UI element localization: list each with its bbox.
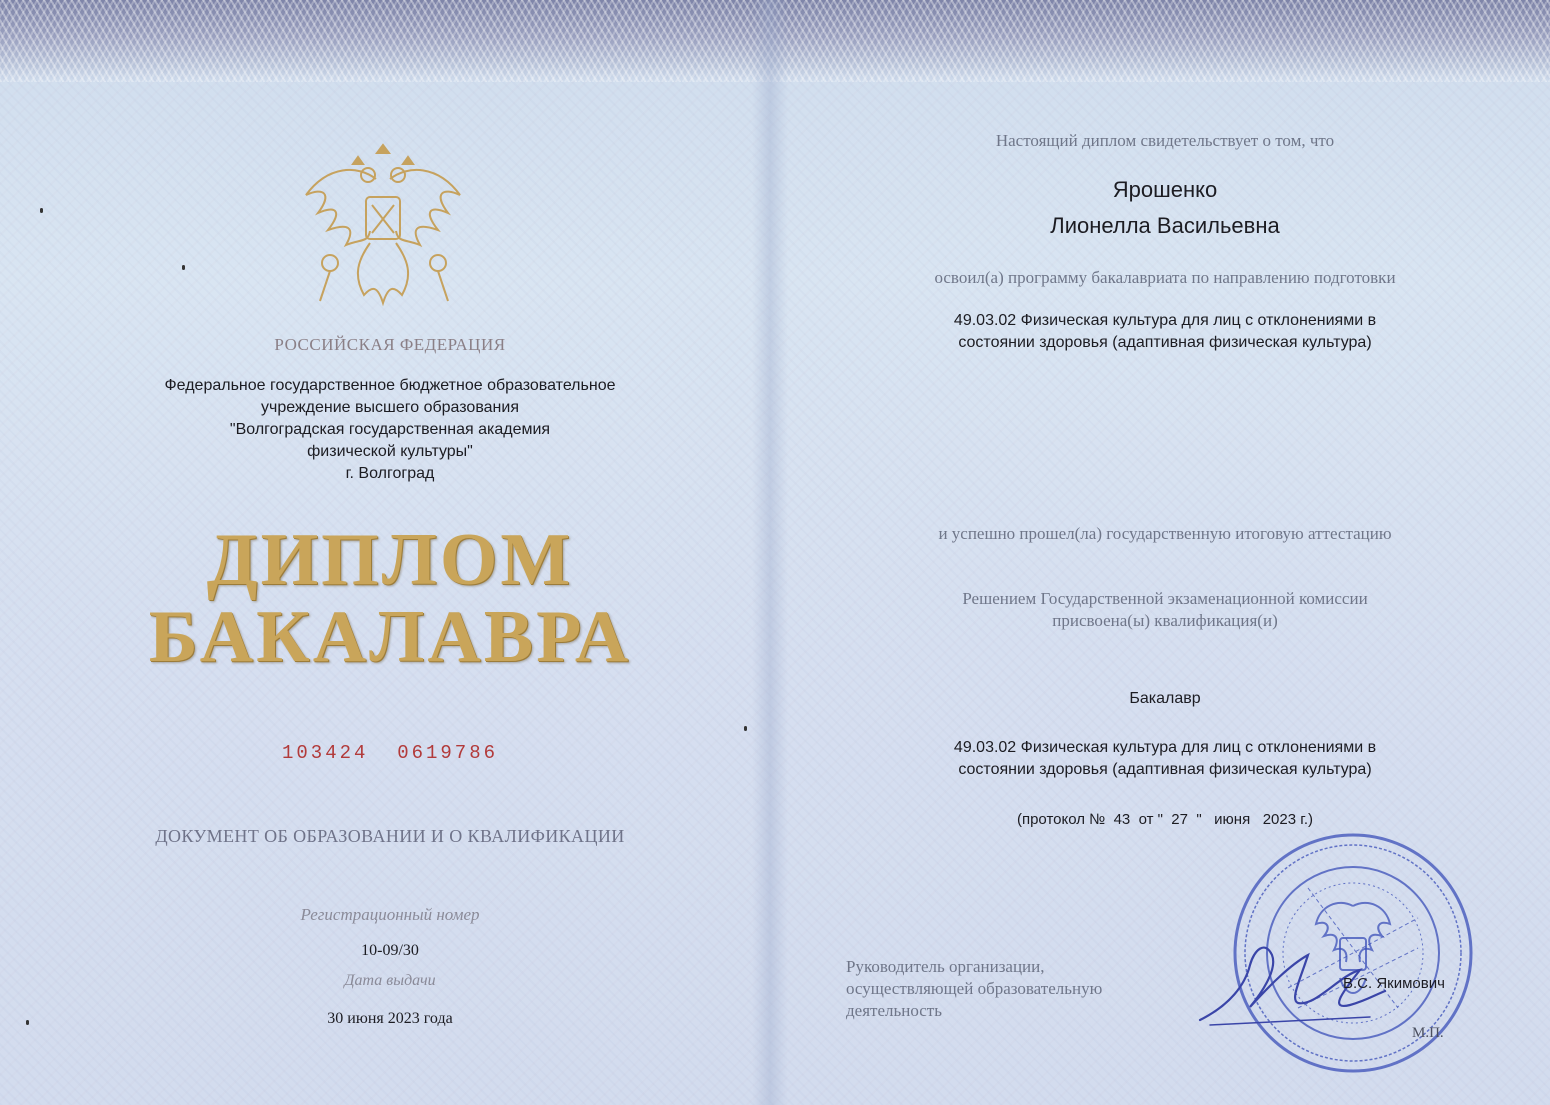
institution-name (110, 375, 670, 485)
speck (40, 208, 43, 213)
passed-attestation-text: и успешно прошел(ла) государственную итоговую аттестацию (938, 524, 1392, 543)
diploma-title-line1: ДИПЛОМ (206, 519, 574, 601)
graduate-given-names: Лионелла Васильевна (1050, 213, 1280, 238)
decision-line: Решением Государственной экзаменационной комиссии (962, 589, 1368, 608)
qualification-program-line: состоянии здоровья (адаптивная физическая культура) (958, 761, 1372, 778)
institution-line: Федеральное государственное бюджетное образовательное (164, 377, 616, 394)
head-of-organization-label (846, 956, 1102, 1022)
speck (744, 726, 747, 731)
head-line: деятельность (846, 1001, 942, 1020)
registration-number: 10-09/30 (361, 942, 419, 959)
signatory-name: В.С. Якимович (1343, 975, 1445, 992)
institution-line: учреждение высшего образования (261, 399, 519, 416)
document-type: ДОКУМЕНТ ОБ ОБРАЗОВАНИИ И О КВАЛИФИКАЦИИ (155, 826, 625, 846)
qualification-title: Бакалавр (1129, 690, 1201, 707)
country-name: РОССИЙСКАЯ ФЕДЕРАЦИЯ (274, 335, 506, 354)
decision-line: присвоена(ы) квалификация(и) (1052, 611, 1278, 630)
program-line: 49.03.02 Физическая культура для лиц с отклонениями в (953, 312, 1377, 329)
diploma-title-line2: БАКАЛАВРА (148, 596, 632, 678)
institution-line: физической культуры" (307, 443, 473, 460)
speck (182, 265, 185, 270)
institution-city: г. Волгоград (345, 465, 435, 482)
head-line: Руководитель организации, (846, 957, 1045, 976)
head-line: осуществляющей образовательную (846, 979, 1103, 998)
certify-intro: Настоящий диплом свидетельствует о том, что (995, 131, 1335, 150)
program-name (790, 310, 1540, 354)
eagle-emblem-icon (298, 135, 468, 315)
qualification-program (790, 737, 1540, 781)
institution-line: "Волгоградская государственная академия (229, 421, 551, 438)
page-fold (752, 0, 788, 1105)
commission-decision (790, 588, 1540, 632)
mastered-program-text: освоил(а) программу бакалавриата по направлению подготовки (934, 268, 1396, 287)
registration-label: Регистрационный номер (300, 905, 480, 924)
issue-date: 30 июня 2023 года (327, 1010, 453, 1027)
protocol-reference: (протокол № 43 от " 27 " июня 2023 г.) (1016, 811, 1314, 828)
program-line: состоянии здоровья (адаптивная физическая культура) (958, 334, 1372, 351)
qualification-program-line: 49.03.02 Физическая культура для лиц с отклонениями в (953, 739, 1377, 756)
speck (26, 1020, 29, 1025)
serial-number: 103424 0619786 (281, 742, 499, 764)
issue-date-label: Дата выдачи (344, 972, 436, 989)
graduate-surname: Ярошенко (1112, 177, 1218, 202)
seal-place-label: М.П. (1412, 1025, 1444, 1041)
